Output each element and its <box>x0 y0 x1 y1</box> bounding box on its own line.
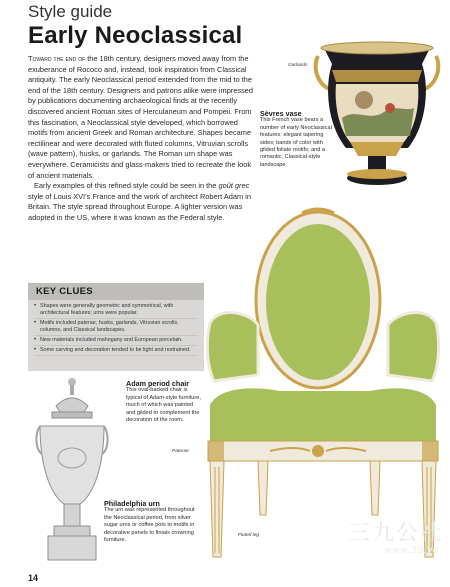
adam-chair-image <box>200 205 445 565</box>
urn-caption <box>104 500 200 544</box>
page-number: 14 <box>28 573 39 583</box>
key-clues-list <box>28 300 204 356</box>
intro-paragraph-2-italic: goût grec <box>218 181 250 191</box>
paterae-tag: Paterae <box>172 449 189 454</box>
key-clue-item: • Shapes were generally geometric and symmetrical, with architectural features; urns were popular. <box>34 302 198 319</box>
chair-caption <box>126 380 202 424</box>
philadelphia-urn-image <box>34 376 110 566</box>
vase-caption-text: This French vase bears a number of early Neoclassical features: elegant tapering sides; bands of color with gilded foliate motifs; and a romantic, Classical-style landscape. <box>260 117 332 168</box>
section-kicker: Style guide <box>28 2 113 21</box>
chair-caption-title: Adam period chair <box>126 379 190 388</box>
intro-text <box>28 54 254 224</box>
vase-caption-title: Sèvres vase <box>260 109 302 118</box>
watermark-text: 三九公社 <box>347 521 444 546</box>
intro-paragraph-2-text-a: Early examples of this refined style could be seen in the <box>34 181 219 191</box>
garlands-tag: Garlands <box>288 63 308 68</box>
key-clue-item: • New materials included mahogany and European porcelain. <box>34 336 198 346</box>
intro-paragraph-2-text-b: style of Louis XVI’s France and the work of architect Robert Adam in Britain. The style spread throughout Europe. A lighter version was adopted in the US, where it was known as the Federal style. <box>28 191 251 222</box>
urn-caption-text: The urn was represented throughout the Neoclassical period, from silver sugar urns or coffee pots to motifs in decorative panels to finials crowning furniture. <box>104 507 195 544</box>
key-clue-item: • Some carving and decoration tended to be light and restrained. <box>34 346 198 356</box>
key-clue-item: • Motifs included paterae, husks, garlands, Vitruvian scrolls, columns, and Classical landscapes. <box>34 319 198 336</box>
intro-paragraph-1 <box>28 54 254 181</box>
intro-lead: Toward the end of <box>28 54 86 63</box>
urn-caption-title: Philadelphia urn <box>104 499 160 508</box>
intro-paragraph-1-text: the 18th century, designers moved away from the exuberance of Rococo and, instead, took inspiration from Classical antiquity. The early Neoclassical period extended from the mid to the end of the 18th century. Designers and patrons alike were impressed by publications documenting archaeological finds at the recently discovered ancient Roman sites of Herculaneum and Pompeii. From this fascination, a Neoclassical style developed, which borrowed motifs from ancient Greek and Roman architecture. Shapes became rectilinear and were decorated with fluted columns, Vitruvian scrolls (wave pattern), husks, or garlands. The Roman urn shape was everywhere. Ceramicists and glass-makers tried to recreate the look of ancient materials. <box>28 54 253 180</box>
watermark-url: www.39.vc <box>383 545 438 556</box>
chair-caption-text: This oval-backed chair is typical of Adam-style furniture, much of which was painted and gilded to complement the decoration of the room. <box>126 387 201 424</box>
fluted-leg-tag: Fluted leg <box>238 533 260 538</box>
key-clues-heading: KEY CLUES <box>28 283 204 300</box>
key-clues-box <box>28 283 204 371</box>
page-title: Early Neoclassical <box>28 22 243 49</box>
vase-caption <box>260 110 332 169</box>
